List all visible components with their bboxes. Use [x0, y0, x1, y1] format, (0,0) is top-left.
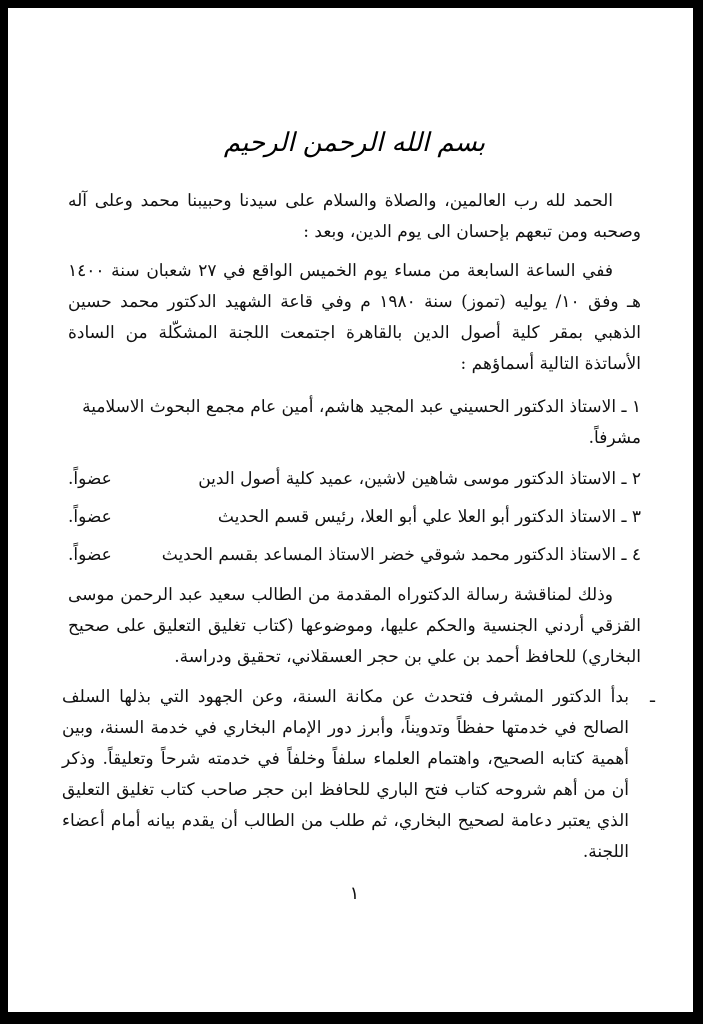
purpose-paragraph: وذلك لمناقشة رسالة الدكتوراه المقدمة من الطالب سعيد عبد الرحمن موسى القزقي أردني الجنسية والحكم عليها، وموضوعها (كتاب تغليق التعليق على صحيح البخاري) للحافظ أحمد بن علي بن حجر العسقلاني، تحقيق ودراسة.	[68, 585, 641, 667]
session-paragraph: ففي الساعة السابعة من مساء يوم الخميس الواقع في ٢٧ شعبان سنة ١٤٠٠ هـ وفق ١٠/ يوليه (تموز) سنة ١٩٨٠ م وفي قاعة الشهيد الدكتور محمد حسين الذهبي بمقر كلية أصول الدين بالقاهرة اجتمعت اللجنة المشكّلة من السادة الأساتذة التالية أسماؤهم :	[68, 261, 641, 374]
committee-item-role: عضواً.	[68, 469, 112, 489]
committee-item-role: عضواً.	[68, 545, 112, 565]
opening-paragraph: الحمد لله رب العالمين، والصلاة والسلام على سيدنا وحبيبنا محمد وعلى آله وصحبه ومن تبعهم بإحسان الى يوم الدين، وبعد :	[68, 191, 641, 242]
proceedings-paragraph	[62, 682, 655, 868]
committee-item-text: ١ ـ الاستاذ الدكتور الحسيني عبد المجيد هاشم، أمين عام مجمع البحوث الاسلامية	[82, 397, 641, 417]
proceedings-text: بدأ الدكتور المشرف فتحدث عن مكانة السنة، وعن الجهود التي بذلها السلف الصالح في خدمتها حفظاً وتدويناً، وأبرز دور الإمام البخاري في خدمة السنة، وبين أهمية كتابه الصحيح، واهتمام العلماء سلفاً وخلفاً في خدمته شرحاً وتعليقاً. وذكر أن من أهم شروحه كتاب فتح الباري للحافظ ابن حجر صاحب كتاب تغليق التعليق الذي يعتبر دعامة لصحيح البخاري، ثم طلب من الطالب أن يقدم بيانه أمام أعضاء اللجنة.	[62, 687, 629, 862]
committee-item-3	[68, 502, 641, 533]
committee-item-text: ٢ ـ الاستاذ الدكتور موسى شاهين لاشين، عميد كلية أصول الدين	[198, 469, 641, 489]
committee-item-role: مشرفاً.	[588, 428, 641, 448]
committee-item-4	[68, 540, 641, 571]
committee-item-1	[68, 392, 641, 454]
basmala-heading: بسم الله الرحمن الرحيم	[223, 128, 486, 158]
committee-item-2	[68, 464, 641, 495]
committee-item-role: عضواً.	[68, 507, 112, 527]
committee-item-text: ٣ ـ الاستاذ الدكتور أبو العلا علي أبو العلا، رئيس قسم الحديث	[217, 507, 641, 527]
committee-item-text: ٤ ـ الاستاذ الدكتور محمد شوقي خضر الاستاذ المساعد بقسم الحديث	[161, 545, 641, 565]
bullet-dash: ـ	[650, 687, 655, 707]
page-number: ١	[349, 883, 360, 904]
